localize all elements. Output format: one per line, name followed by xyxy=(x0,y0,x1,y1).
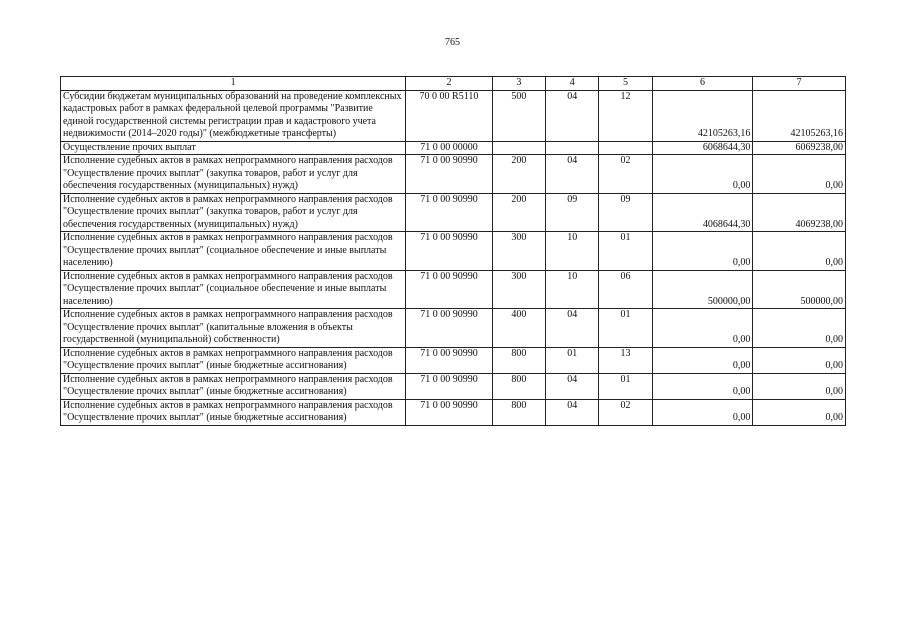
row-amount-col7: 4069238,00 xyxy=(753,193,846,232)
row-amount-col6: 0,00 xyxy=(652,155,753,194)
row-description: Исполнение судебных актов в рамках непрограммного направления расходов "Осуществление прочих выплат" (социальное обеспечение и иные выплаты населению) xyxy=(61,270,406,309)
page-number: 765 xyxy=(445,37,460,48)
row-description: Исполнение судебных актов в рамках непрограммного направления расходов "Осуществление прочих выплат" (закупка товаров, работ и услуг для обеспечения государственных (муниципальных) нужд) xyxy=(61,155,406,194)
row-expense-type: 400 xyxy=(492,309,545,348)
row-description: Осуществление прочих выплат xyxy=(61,141,406,155)
row-amount-col7: 42105263,16 xyxy=(753,90,846,141)
table-row xyxy=(61,155,846,194)
row-section: 04 xyxy=(546,90,599,141)
column-header: 3 xyxy=(492,77,545,91)
row-amount-col6: 42105263,16 xyxy=(652,90,753,141)
column-header: 2 xyxy=(406,77,493,91)
table-row xyxy=(61,347,846,373)
table-header-row xyxy=(61,77,846,91)
table-row xyxy=(61,232,846,271)
row-amount-col7: 500000,00 xyxy=(753,270,846,309)
row-expense-type: 500 xyxy=(492,90,545,141)
row-subsection: 06 xyxy=(599,270,652,309)
row-amount-col6: 0,00 xyxy=(652,347,753,373)
row-expense-type xyxy=(492,141,545,155)
row-section: 10 xyxy=(546,270,599,309)
row-expense-type: 800 xyxy=(492,373,545,399)
row-amount-col6: 6068644,30 xyxy=(652,141,753,155)
row-section: 04 xyxy=(546,309,599,348)
row-target-article: 70 0 00 R5110 xyxy=(406,90,493,141)
row-subsection: 13 xyxy=(599,347,652,373)
row-amount-col6: 4068644,30 xyxy=(652,193,753,232)
column-header: 6 xyxy=(652,77,753,91)
row-amount-col7: 0,00 xyxy=(753,347,846,373)
table-row xyxy=(61,90,846,141)
row-amount-col6: 500000,00 xyxy=(652,270,753,309)
table-row xyxy=(61,270,846,309)
row-amount-col7: 0,00 xyxy=(753,155,846,194)
column-header: 7 xyxy=(753,77,846,91)
table-row xyxy=(61,141,846,155)
row-description: Исполнение судебных актов в рамках непрограммного направления расходов "Осуществление прочих выплат" (иные бюджетные ассигнования) xyxy=(61,373,406,399)
row-section: 09 xyxy=(546,193,599,232)
row-amount-col6: 0,00 xyxy=(652,399,753,425)
row-target-article: 71 0 00 90990 xyxy=(406,373,493,399)
row-description: Субсидии бюджетам муниципальных образований на проведение комплексных кадастровых работ в рамках федеральной целевой программы "Развитие единой государственной системы регистрации прав и кадастрового учета недвижимости (2014–2020 годы)" (межбюджетные трансферты) xyxy=(61,90,406,141)
table-row xyxy=(61,373,846,399)
row-target-article: 71 0 00 00000 xyxy=(406,141,493,155)
row-target-article: 71 0 00 90990 xyxy=(406,193,493,232)
row-section: 10 xyxy=(546,232,599,271)
row-subsection: 02 xyxy=(599,399,652,425)
row-subsection: 02 xyxy=(599,155,652,194)
row-section xyxy=(546,141,599,155)
row-target-article: 71 0 00 90990 xyxy=(406,309,493,348)
row-expense-type: 200 xyxy=(492,193,545,232)
row-expense-type: 300 xyxy=(492,232,545,271)
row-description: Исполнение судебных актов в рамках непрограммного направления расходов "Осуществление прочих выплат" (социальное обеспечение и иные выплаты населению) xyxy=(61,232,406,271)
row-amount-col6: 0,00 xyxy=(652,373,753,399)
row-amount-col7: 0,00 xyxy=(753,373,846,399)
row-amount-col7: 0,00 xyxy=(753,309,846,348)
row-section: 01 xyxy=(546,347,599,373)
row-expense-type: 200 xyxy=(492,155,545,194)
row-amount-col6: 0,00 xyxy=(652,232,753,271)
table-row xyxy=(61,399,846,425)
row-subsection: 09 xyxy=(599,193,652,232)
row-section: 04 xyxy=(546,373,599,399)
row-expense-type: 300 xyxy=(492,270,545,309)
row-amount-col6: 0,00 xyxy=(652,309,753,348)
row-expense-type: 800 xyxy=(492,347,545,373)
row-amount-col7: 0,00 xyxy=(753,399,846,425)
row-description: Исполнение судебных актов в рамках непрограммного направления расходов "Осуществление прочих выплат" (закупка товаров, работ и услуг для обеспечения государственных (муниципальных) нужд) xyxy=(61,193,406,232)
row-subsection: 01 xyxy=(599,309,652,348)
column-header: 1 xyxy=(61,77,406,91)
row-description: Исполнение судебных актов в рамках непрограммного направления расходов "Осуществление прочих выплат" (капитальные вложения в объекты государственной (муниципальной) собственности) xyxy=(61,309,406,348)
budget-table xyxy=(60,76,846,426)
row-description: Исполнение судебных актов в рамках непрограммного направления расходов "Осуществление прочих выплат" (иные бюджетные ассигнования) xyxy=(61,399,406,425)
row-subsection xyxy=(599,141,652,155)
row-subsection: 01 xyxy=(599,373,652,399)
row-section: 04 xyxy=(546,399,599,425)
table-row xyxy=(61,193,846,232)
row-expense-type: 800 xyxy=(492,399,545,425)
row-amount-col7: 6069238,00 xyxy=(753,141,846,155)
row-description: Исполнение судебных актов в рамках непрограммного направления расходов "Осуществление прочих выплат" (иные бюджетные ассигнования) xyxy=(61,347,406,373)
table-row xyxy=(61,309,846,348)
row-subsection: 12 xyxy=(599,90,652,141)
row-subsection: 01 xyxy=(599,232,652,271)
row-target-article: 71 0 00 90990 xyxy=(406,155,493,194)
column-header: 4 xyxy=(546,77,599,91)
column-header: 5 xyxy=(599,77,652,91)
row-amount-col7: 0,00 xyxy=(753,232,846,271)
row-target-article: 71 0 00 90990 xyxy=(406,347,493,373)
row-target-article: 71 0 00 90990 xyxy=(406,270,493,309)
row-section: 04 xyxy=(546,155,599,194)
row-target-article: 71 0 00 90990 xyxy=(406,399,493,425)
row-target-article: 71 0 00 90990 xyxy=(406,232,493,271)
